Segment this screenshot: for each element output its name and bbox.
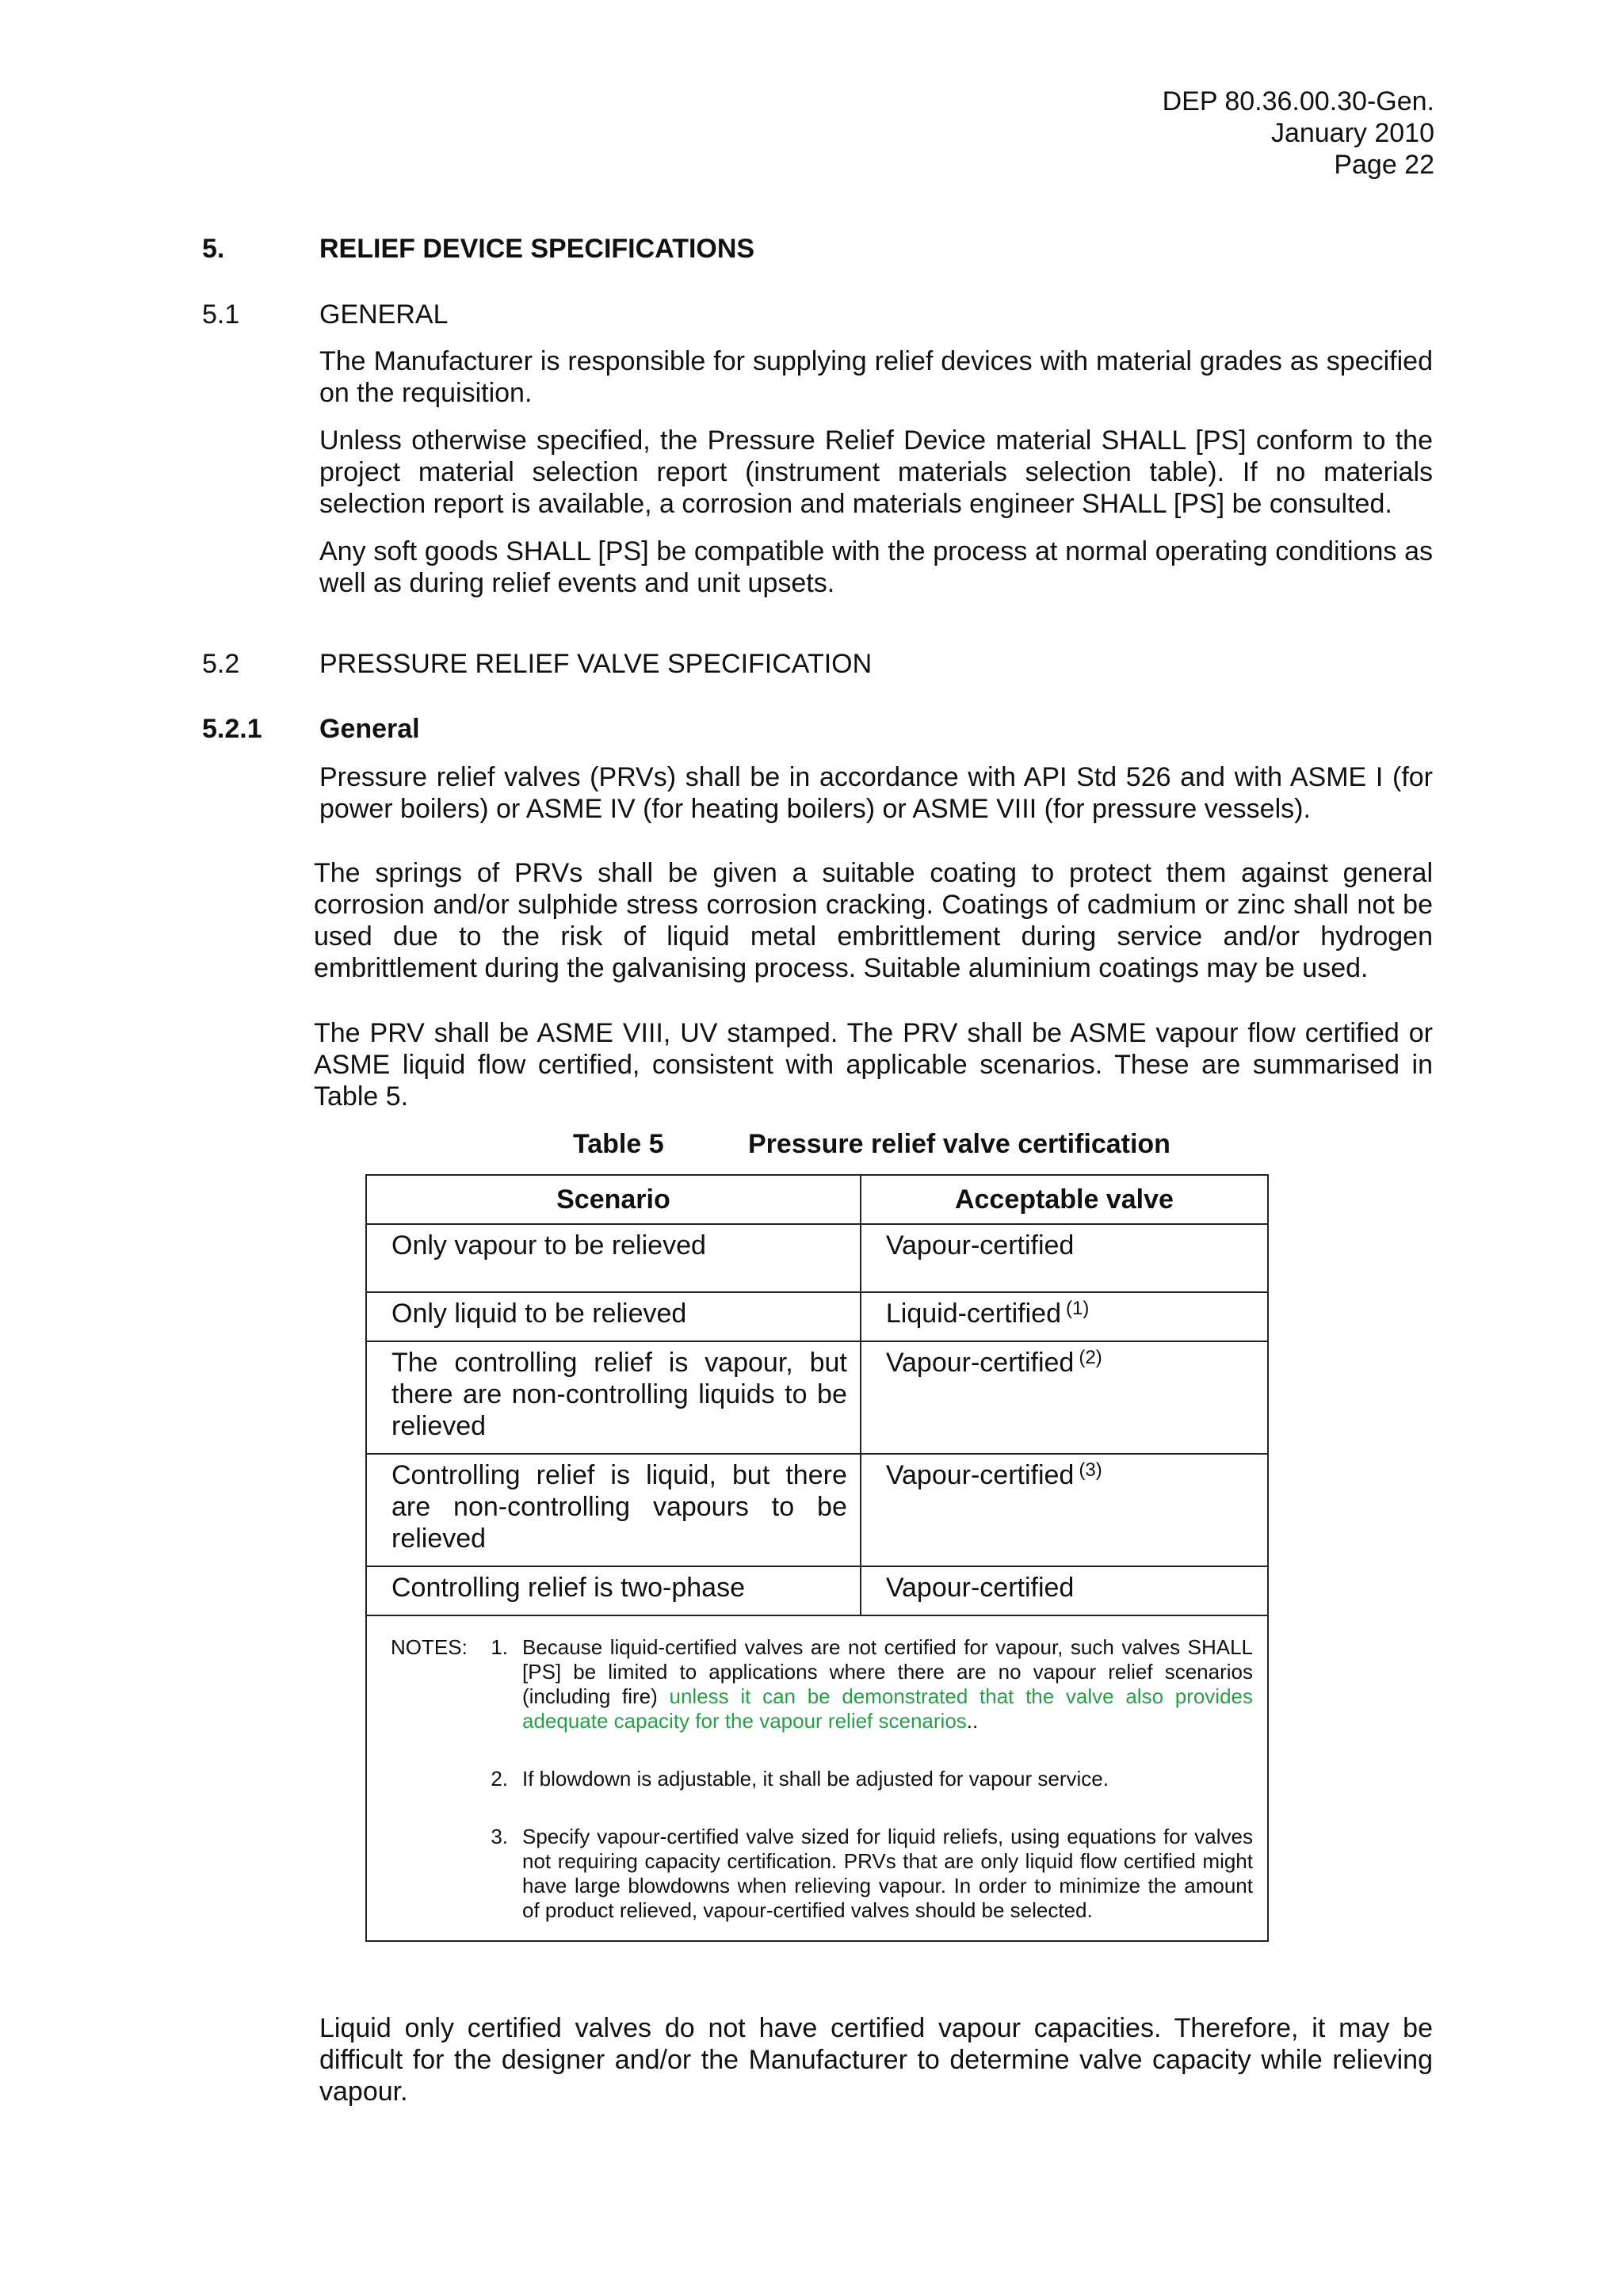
- note-item: [391, 1825, 1253, 1923]
- document-id: DEP 80.36.00.30-Gen.: [1162, 86, 1434, 116]
- section-5-number: 5.: [202, 234, 225, 264]
- table-header-row: [366, 1175, 1268, 1224]
- scenario-cell: Only vapour to be relieved: [391, 1230, 706, 1261]
- header-scenario: Scenario: [366, 1175, 861, 1224]
- valve-text: Vapour-certified: [885, 1573, 1075, 1603]
- valve-text: Vapour-certified: [885, 1348, 1075, 1378]
- table-row: [366, 1292, 1268, 1341]
- note-number: 2.: [491, 1767, 508, 1791]
- notes-label: NOTES:: [391, 1635, 468, 1659]
- table-notes: [367, 1616, 1267, 1940]
- section-5-1-title: GENERAL: [319, 299, 449, 330]
- table-5-title: Pressure relief valve certification: [748, 1129, 1170, 1159]
- note-number: 1.: [491, 1635, 508, 1659]
- note-item: [391, 1767, 1253, 1791]
- table-row: [366, 1566, 1268, 1615]
- closing-paragraph: Liquid only certified valves do not have certified vapour capacities. Therefore, it may be difficult for the designer and/or the Manufacturer to determine valve capacity while relieving vapour.: [319, 2013, 1433, 2107]
- scenario-cell: Controlling relief is liquid, but there are non-controlling vapours to be relieved: [391, 1460, 847, 1554]
- note-text: Specify vapour-certified valve sized for liquid reliefs, using equations for valves not requiring capacity certification. PRVs that are only liquid flow certified might have large blowdowns when relieving vapour. In order to minimize the amount of product relieved, vapour-certified valves should be selected.: [522, 1825, 1253, 1922]
- footnote-ref: (3): [1079, 1459, 1102, 1481]
- valve-cell: [861, 1342, 1267, 1383]
- scenario-cell: Controlling relief is two-phase: [391, 1573, 745, 1603]
- paragraph-5-1-b: Unless otherwise specified, the Pressure Relief Device material SHALL [PS] conform to the project material selection report (instrument materials selection table). If no materials selection report is available, a corrosion and materials engineer SHALL [PS] be consulted.: [319, 425, 1433, 519]
- valve-cell: [861, 1225, 1267, 1266]
- paragraph-5-2-1-a: Pressure relief valves (PRVs) shall be in accordance with API Std 526 and with ASME I (for power boilers) or ASME IV (for heating boilers) or ASME VIII (for pressure vessels).: [319, 762, 1433, 824]
- table-row: [366, 1341, 1268, 1454]
- table-row: [366, 1224, 1268, 1292]
- document-header: [1163, 86, 1434, 181]
- section-5-2-title: PRESSURE RELIEF VALVE SPECIFICATION: [319, 649, 873, 679]
- document-date: January 2010: [1270, 118, 1434, 148]
- note-text: [522, 1635, 1253, 1733]
- paragraph-5-1-c: Any soft goods SHALL [PS] be compatible with the process at normal operating conditions as well as during relief events and unit upsets.: [319, 536, 1433, 598]
- section-5-title: RELIEF DEVICE SPECIFICATIONS: [319, 234, 755, 264]
- paragraph-5-1-a: The Manufacturer is responsible for supplying relief devices with material grades as specified on the requisition.: [319, 346, 1433, 408]
- valve-cell: [861, 1567, 1267, 1608]
- section-5-1-number: 5.1: [202, 299, 240, 330]
- note-tail: ..: [966, 1709, 979, 1733]
- valve-cell: [861, 1455, 1267, 1496]
- footnote-ref: (1): [1065, 1298, 1090, 1319]
- section-5-2-1-number: 5.2.1: [202, 714, 262, 744]
- page-number: Page 22: [1334, 150, 1434, 180]
- note-text: If blowdown is adjustable, it shall be adjusted for vapour service.: [522, 1767, 1109, 1791]
- footnote-ref: (2): [1079, 1347, 1102, 1368]
- valve-text: Liquid-certified: [885, 1299, 1061, 1329]
- note-number: 3.: [491, 1825, 508, 1848]
- table-5-label: Table 5: [573, 1129, 664, 1159]
- valve-text: Vapour-certified: [885, 1460, 1075, 1490]
- scenario-cell: Only liquid to be relieved: [391, 1299, 687, 1329]
- paragraph-5-2-1-b: The springs of PRVs shall be given a suitable coating to protect them against general corrosion and/or sulphide stress corrosion cracking. Coatings of cadmium or zinc shall not be used due to the risk of liquid metal embrittlement during service and/or hydrogen embrittlement during the galvanising process. Suitable aluminium coatings may be used.: [314, 858, 1433, 983]
- table-row: [366, 1454, 1268, 1566]
- section-5-2-1-title: General: [319, 714, 420, 744]
- table-notes-row: [366, 1615, 1268, 1941]
- valve-cell: [861, 1293, 1267, 1334]
- header-acceptable-valve: Acceptable valve: [861, 1175, 1268, 1224]
- valve-text: Vapour-certified: [885, 1230, 1075, 1261]
- note-item: [391, 1635, 1253, 1733]
- certification-table: [365, 1174, 1269, 1942]
- paragraph-5-2-1-c: The PRV shall be ASME VIII, UV stamped. The PRV shall be ASME vapour flow certified or ASME liquid flow certified, consistent with applicable scenarios. These are summarised in Table 5.: [314, 1018, 1433, 1112]
- note-body: Because liquid-certified valves are not certified for vapour, such valves SHALL [PS] be limited to applications where there are no vapour relief scenarios (including fire): [522, 1635, 1253, 1708]
- note-highlight: unless it can be demonstrated that the valve also provides adequate capacity for the vapour relief scenarios: [522, 1684, 1254, 1733]
- scenario-cell: The controlling relief is vapour, but there are non-controlling liquids to be relieved: [391, 1348, 847, 1441]
- section-5-2-number: 5.2: [202, 649, 240, 679]
